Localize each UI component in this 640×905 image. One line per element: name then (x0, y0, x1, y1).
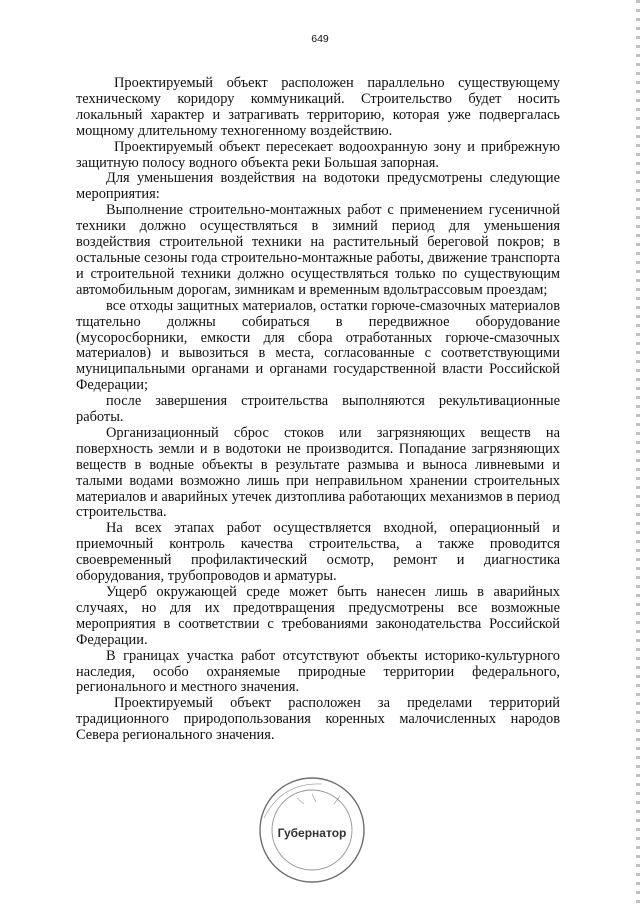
paragraph: после завершения строительства выполняются рекультивационные работы. (76, 393, 560, 426)
scan-edge-mark (636, 0, 640, 905)
paragraph: Выполнение строительно-монтажных работ с применением гусеничной техники должно осуществляться в зимний период для уменьшения воздействия строительной техники на растительный береговой покров; в остальные сезоны года строительно-монтажные работы, движение транспорта и строительной техники должно осуществляться только по существующим автомобильным дорогам, зимникам и временным вдольтрассовым проездам; (76, 202, 560, 298)
official-seal-stamp (242, 774, 382, 884)
page-number: 649 (311, 33, 329, 45)
paragraph: все отходы защитных материалов, остатки горюче-смазочных материалов тщательно должны собираться в передвижное оборудование (мусоросборники, емкости для сбора отработанных горюче-смазочных материалов) и вывозиться в места, согласованные с соответствующими муниципальными органами и органами государственной власти Российской Федерации; (76, 297, 560, 394)
stamp-text: Губернатор (277, 826, 347, 840)
paragraph: Для уменьшения воздействия на водотоки предусмотрены следующие мероприятия: (76, 170, 560, 203)
document-body (76, 76, 560, 744)
paragraph: Проектируемый объект расположен параллельно существующему техническому коридору коммуникаций. Строительство будет носить локальный характер и затрагивать территорию, которая уже подвергалась мощному длительному техногенному воздействию. (76, 75, 560, 139)
paragraph: Проектируемый объект расположен за пределами территорий традиционного природопользования коренных малочисленных народов Севера регионального значения. (76, 695, 560, 744)
paragraph: На всех этапах работ осуществляется входной, операционный и приемочный контроль качества строительства, а также проводится своевременный профилактический осмотр, ремонт и диагностика оборудования, трубопроводов и арматуры. (76, 520, 560, 585)
paragraph: Проектируемый объект пересекает водоохранную зону и прибрежную защитную полосу водного объекта реки Большая запорная. (76, 138, 560, 171)
paragraph: Ущерб окружающей среде может быть нанесен лишь в аварийных случаях, но для их предотвращения предусмотрены все возможные мероприятия в соответствии с требованиями законодательства Российской Федерации. (76, 584, 560, 648)
paragraph: Организационный сброс стоков или загрязняющих веществ на поверхность земли и в водотоки не производится. Попадание загрязняющих веществ в водные объекты в результате размыва и выноса ливневыми и талыми водами возможно лишь при неправильном хранении строительных материалов и аварийных утечек дизтоплива работающих механизмов в период строительства. (76, 424, 560, 521)
paragraph: В границах участка работ отсутствуют объекты историко-культурного наследия, особо охраняемые природные территории федерального, регионального и местного значения. (76, 647, 560, 696)
